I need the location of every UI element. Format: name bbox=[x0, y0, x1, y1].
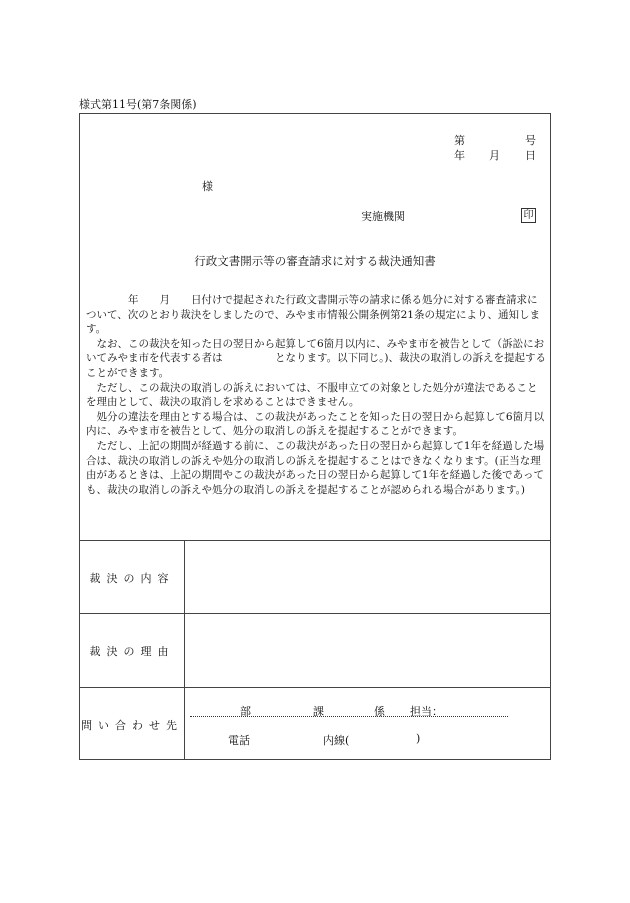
form-number-label: 様式第11号(第7条関係) bbox=[79, 98, 197, 111]
contact-person: 担当： bbox=[410, 705, 443, 718]
contact-section: 課 bbox=[313, 705, 324, 718]
table-divider bbox=[80, 613, 550, 614]
contact-extension-close: ) bbox=[416, 732, 421, 745]
table-divider bbox=[80, 540, 550, 541]
paragraph: ただし、上記の期間が経過する前に、この裁決があった日の翌日から起算して1年を経過した場合は、裁決の取消しの訴えや処分の取消しの訴えを提起することはできなくなります。(正当な理由があるときは、上記の期間やこの裁決があった日の翌日から起算して1年を経過した後であっても、裁決の取消しの訴えや処分の取消しの訴えを提起することが認められる場合があります。) bbox=[86, 439, 545, 496]
paragraph: 年 月 日付けで提起された行政文書開示等の請求に係る処分に対する審査請求について、次のとおり裁決をしましたので、みやま市情報公開条例第21条の規定により、通知します。 bbox=[86, 294, 540, 336]
contact-extension: 内線( bbox=[323, 734, 350, 747]
paragraph: なお、この裁決を知った日の翌日から起算して6箇月以内に、みやま市を被告として（訴訟においてみやま市を代表する者は となります。以下同じ。)、裁決の取消しの訴えを提起することができます。 bbox=[86, 337, 547, 379]
table-column-divider bbox=[184, 540, 185, 760]
decision-reason-label: 裁決の理由 bbox=[89, 645, 175, 658]
notice-body bbox=[86, 293, 546, 497]
decision-content-label: 裁決の内容 bbox=[89, 572, 175, 585]
paragraph: ただし、この裁決の取消しの訴えにおいては、不服申立ての対象とした処分が違法であることを理由として、裁決の取消しを求めることはできません。 bbox=[86, 381, 538, 409]
date-year: 年 bbox=[454, 149, 465, 162]
date-day: 日 bbox=[525, 149, 536, 162]
implementing-agency: 実施機関 bbox=[361, 210, 405, 223]
date-month: 月 bbox=[489, 149, 500, 162]
table-divider bbox=[80, 687, 550, 688]
document-title: 行政文書開示等の審査請求に対する裁決通知書 bbox=[194, 254, 436, 268]
contact-phone: 電話 bbox=[228, 734, 250, 747]
seal-mark: 印 bbox=[521, 208, 536, 223]
notice-frame bbox=[79, 113, 551, 760]
number-prefix: 第 bbox=[454, 134, 465, 147]
contact-label: 問い合わせ先 bbox=[81, 719, 183, 732]
contact-department: 部 bbox=[240, 705, 251, 718]
contact-unit: 係 bbox=[374, 705, 385, 718]
number-suffix: 号 bbox=[525, 134, 536, 147]
contact-fill-line bbox=[190, 716, 508, 717]
addressee-honorific: 様 bbox=[202, 180, 213, 193]
paragraph: 処分の違法を理由とする場合は、この裁決があったことを知った日の翌日から起算して6箇月以内に、みやま市を被告として、処分の取消しの訴えを提起することができます。 bbox=[86, 410, 545, 438]
